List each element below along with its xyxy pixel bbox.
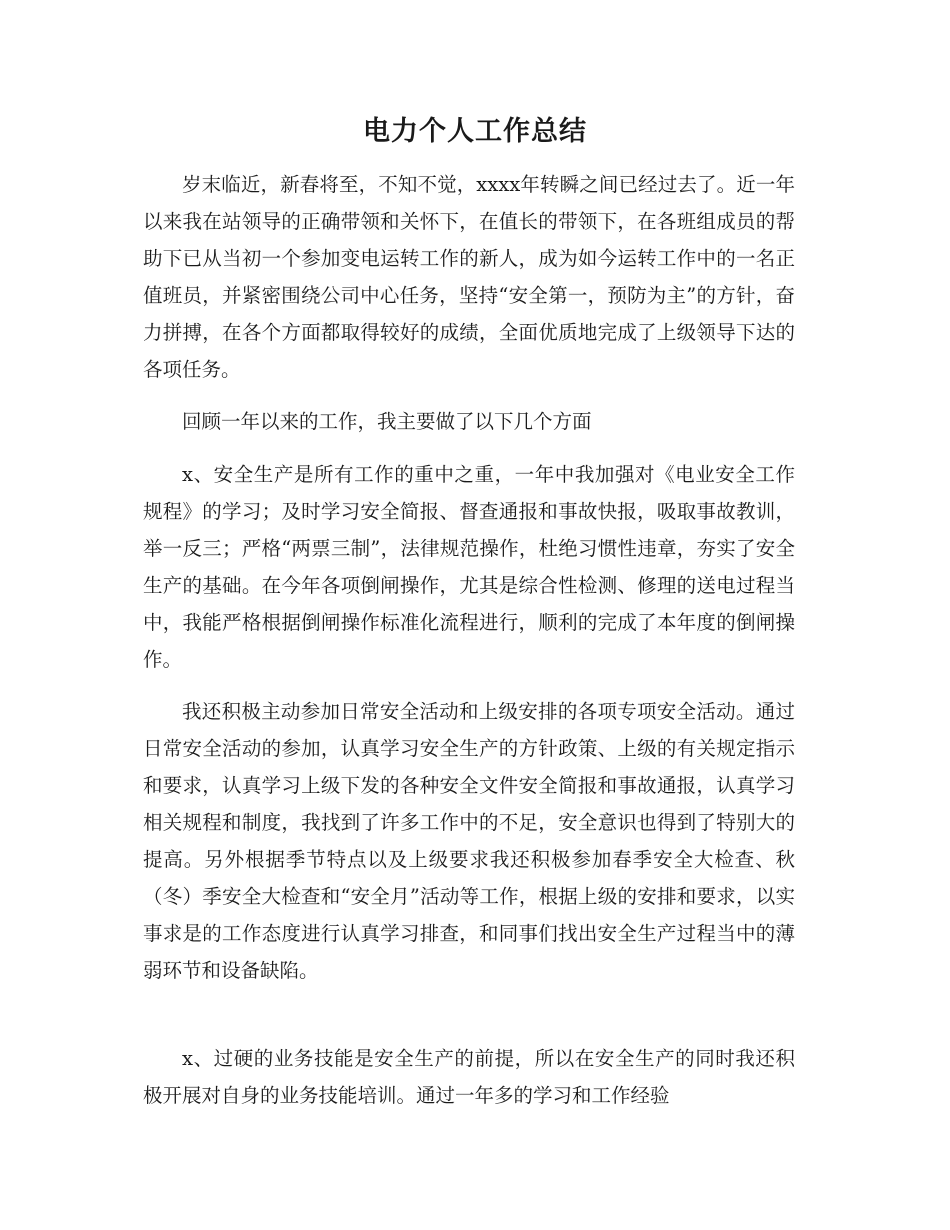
paragraph-intro: 岁末临近，新春将至，不知不觉，xxxx年转瞬之间已经过去了。近一年以来我在站领导的正确带领和关怀下，在值长的带领下，在各班组成员的帮助下已从当初一个参加变电运转工作的新人，成为如今运转工作中的一名正值班员，并紧密围绕公司中心任务，坚持“安全第一，预防为主”的方针，奋力拼搏，在各个方面都取得较好的成绩，全面优质地完成了上级领导下达的各项任务。 [143,173,795,381]
document-title: 电力个人工作总结 [363,116,587,147]
paragraph-skills-training: x、过硬的业务技能是安全生产的前提，所以在安全生产的同时我还积极开展对自身的业务技能培训。通过一年多的学习和工作经验 [143,1047,795,1107]
paragraph-safety-production: x、安全生产是所有工作的重中之重，一年中我加强对《电业安全工作规程》的学习；及时学习安全简报、督查通报和事故快报，吸取事故教训，举一反三；严格“两票三制”，法律规范操作，杜绝习惯性违章，夯实了安全生产的基础。在今年各项倒闸操作，尤其是综合性检测、修理的送电过程当中，我能严格根据倒闸操作标准化流程进行，顺利的完成了本年度的倒闸操作。 [143,463,795,671]
paragraph-review-heading: 回顾一年以来的工作，我主要做了以下几个方面 [182,410,592,433]
paragraph-safety-activities: 我还积极主动参加日常安全活动和上级安排的各项专项安全活动。通过日常安全活动的参加，认真学习安全生产的方针政策、上级的有关规定指示和要求，认真学习上级下发的各种安全文件安全简报和事故通报，认真学习相关规程和制度，我找到了许多工作中的不足，安全意识也得到了特别大的提高。另外根据季节特点以及上级要求我还积极参加春季安全大检查、秋（冬）季安全大检查和“安全月”活动等工作，根据上级的安排和要求，以实事求是的工作态度进行认真学习排查，和同事们找出安全生产过程当中的薄弱环节和设备缺陷。 [143,700,795,982]
